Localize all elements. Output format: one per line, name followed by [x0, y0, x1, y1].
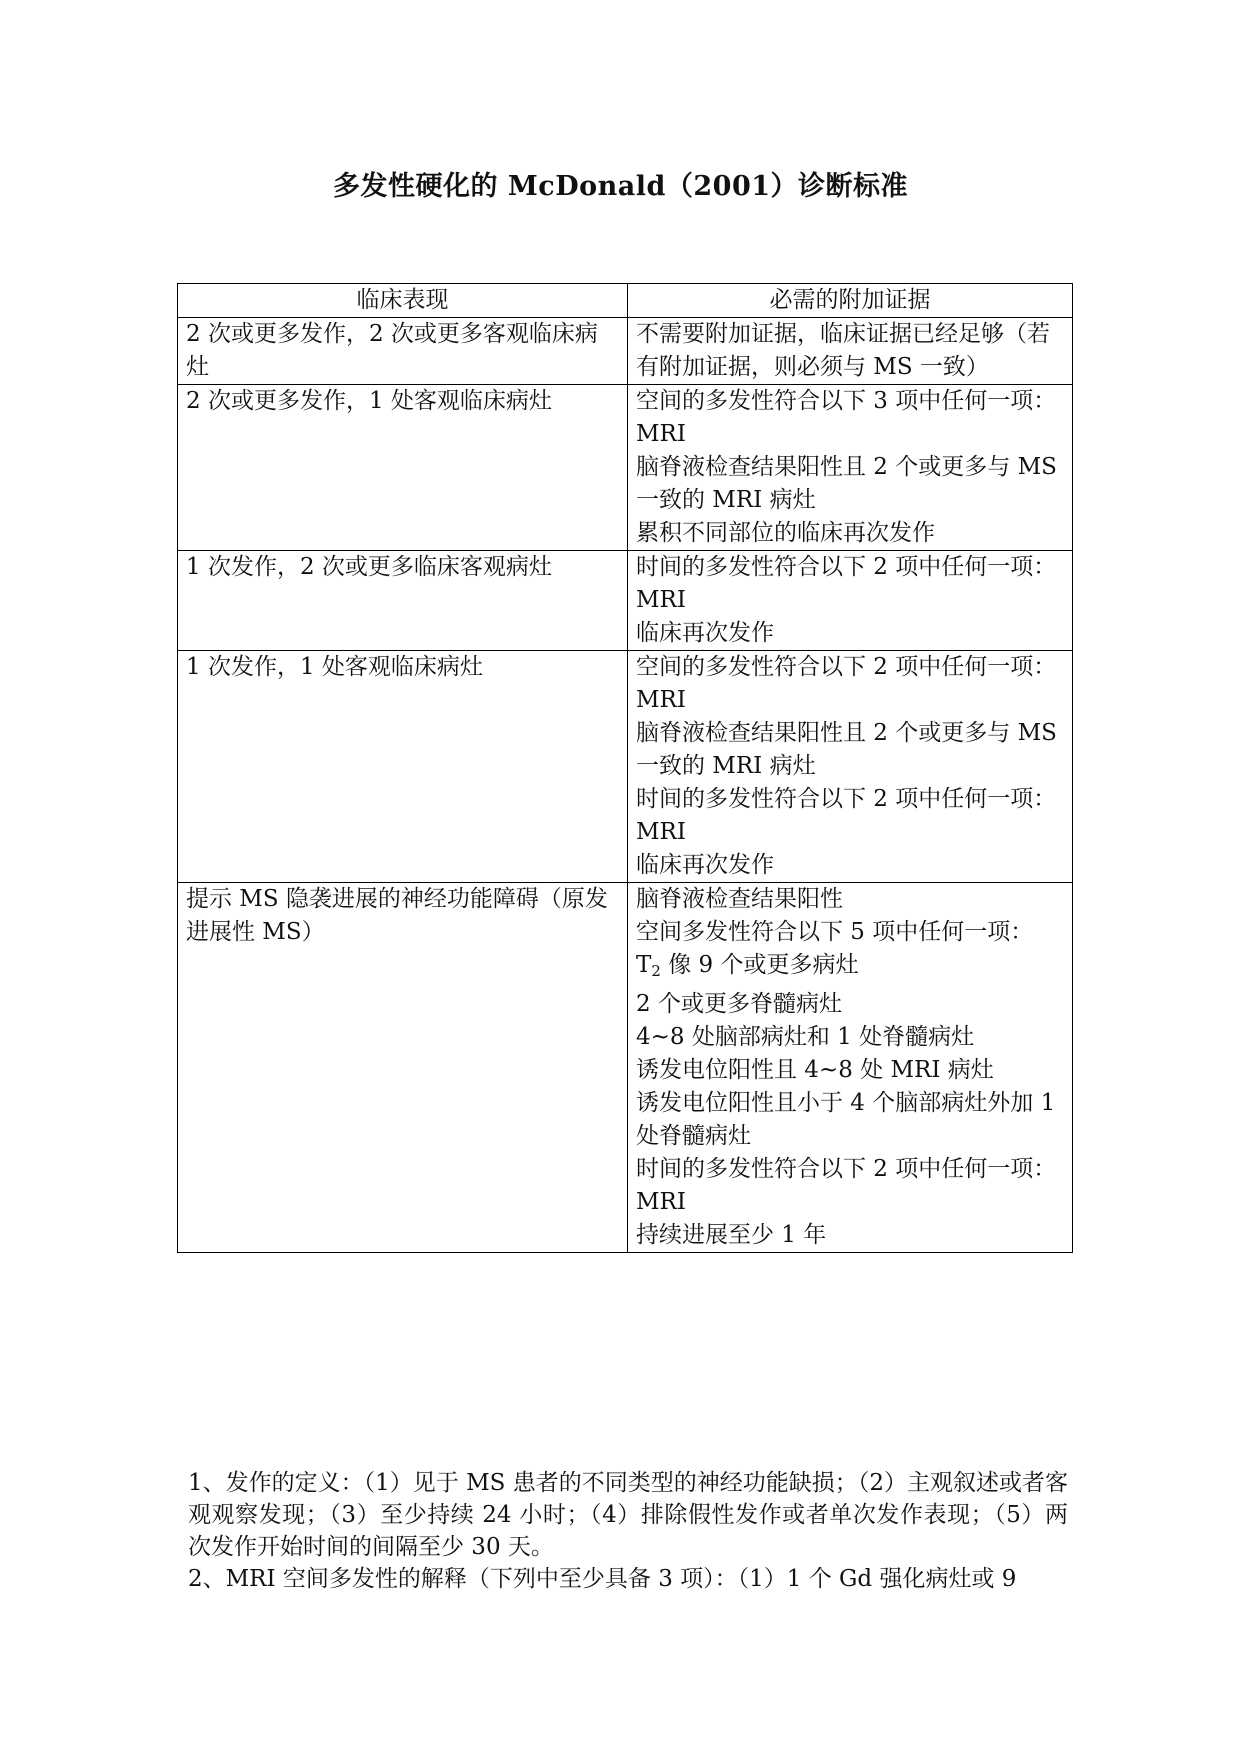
evidence-line: 脑脊液检查结果阳性且 2 个或更多与 MS 一致的 MRI 病灶: [636, 454, 1057, 513]
evidence-line: 不需要附加证据，临床证据已经足够（若有附加证据，则必须与 MS 一致）: [636, 321, 1050, 380]
table-header-row: [178, 284, 1073, 318]
evidence-line: 脑脊液检查结果阳性且 2 个或更多与 MS 一致的 MRI 病灶: [636, 720, 1057, 779]
table-row: [178, 651, 1073, 883]
evidence-line: 时间的多发性符合以下 2 项中任何一项：: [636, 554, 1057, 580]
t2-rest: 像 9 个或更多病灶: [660, 952, 859, 978]
table-row: [178, 551, 1073, 651]
evidence-line: MRI: [636, 1189, 686, 1215]
table-row: [178, 883, 1073, 1253]
footnote-1: 1、发作的定义：（1）见于 MS 患者的不同类型的神经功能缺损；（2）主观叙述或者客观观察发现；（3）至少持续 24 小时；（4）排除假性发作或者单次发作表现；（5）两次发作开始时间的间隔至少 30 天。: [188, 1470, 1068, 1560]
evidence-line: 时间的多发性符合以下 2 项中任何一项：: [636, 786, 1057, 812]
clinical-cell: 提示 MS 隐袭进展的神经功能障碍（原发进展性 MS）: [178, 883, 628, 1253]
footnote-2: 2、MRI 空间多发性的解释（下列中至少具备 3 项）：（1）1 个 Gd 强化病灶或 9: [188, 1566, 1017, 1592]
t2-base: T: [636, 952, 652, 978]
evidence-line: MRI: [636, 587, 686, 613]
evidence-line-t2: [636, 949, 1064, 988]
evidence-line: MRI: [636, 687, 686, 713]
evidence-cell: [628, 318, 1073, 385]
evidence-cell: [628, 883, 1073, 1253]
evidence-line: 持续进展至少 1 年: [636, 1222, 827, 1248]
page-title: 多发性硬化的 McDonald（2001）诊断标准: [332, 171, 909, 202]
evidence-line: 诱发电位阳性且小于 4 个脑部病灶外加 1 处脊髓病灶: [636, 1090, 1056, 1149]
evidence-line: MRI: [636, 819, 686, 845]
header-evidence: 必需的附加证据: [628, 284, 1073, 318]
clinical-cell: 1 次发作，2 次或更多临床客观病灶: [178, 551, 628, 651]
table-row: [178, 318, 1073, 385]
evidence-line: 临床再次发作: [636, 852, 774, 878]
clinical-cell: 2 次或更多发作，1 处客观临床病灶: [178, 385, 628, 551]
evidence-line: 累积不同部位的临床再次发作: [636, 520, 935, 546]
evidence-line: 脑脊液检查结果阳性: [636, 886, 843, 912]
evidence-cell: [628, 651, 1073, 883]
table-row: [178, 385, 1073, 551]
evidence-line: 临床再次发作: [636, 620, 774, 646]
evidence-cell: [628, 551, 1073, 651]
clinical-cell: 1 次发作，1 处客观临床病灶: [178, 651, 628, 883]
evidence-line: 空间多发性符合以下 5 项中任何一项：: [636, 919, 1034, 945]
criteria-table: [177, 283, 1073, 1253]
t2-subscript: 2: [651, 962, 661, 980]
evidence-cell: [628, 385, 1073, 551]
evidence-line: 空间的多发性符合以下 3 项中任何一项：: [636, 388, 1057, 414]
evidence-line: MRI: [636, 421, 686, 447]
header-clinical: 临床表现: [178, 284, 628, 318]
evidence-line: 时间的多发性符合以下 2 项中任何一项：: [636, 1156, 1057, 1182]
evidence-line: 4~8 处脑部病灶和 1 处脊髓病灶: [636, 1024, 975, 1050]
evidence-line: 诱发电位阳性且 4~8 处 MRI 病灶: [636, 1057, 994, 1083]
evidence-line: 2 个或更多脊髓病灶: [636, 991, 842, 1017]
clinical-cell: 2 次或更多发作，2 次或更多客观临床病灶: [178, 318, 628, 385]
footnotes: [188, 1467, 1068, 1595]
evidence-line: 空间的多发性符合以下 2 项中任何一项：: [636, 654, 1057, 680]
